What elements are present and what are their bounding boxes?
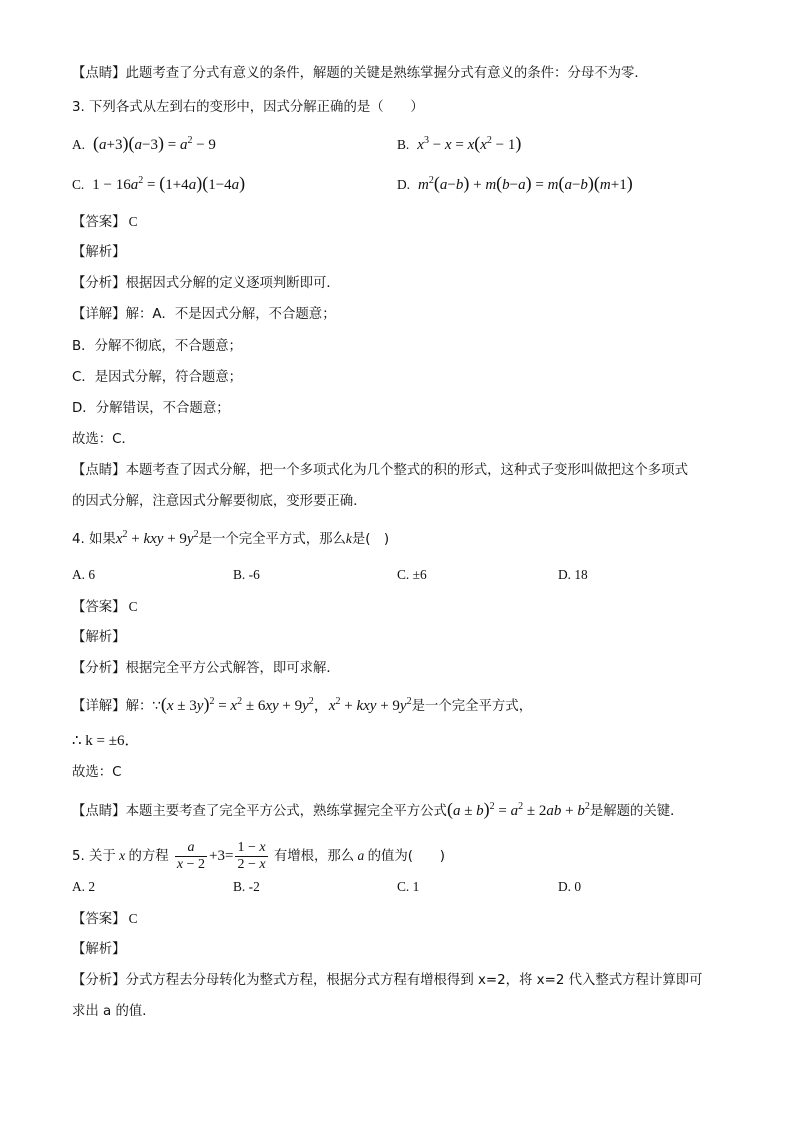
q5-stem-x: x: [115, 848, 129, 863]
q5-answer-value: C: [128, 911, 138, 926]
dianjing-tag: 【点睛】: [72, 463, 126, 478]
q4-option-b: B. -6: [233, 567, 260, 582]
q4-answer: [72, 597, 138, 618]
q5-option-a: A. 2: [72, 879, 96, 894]
q5-fraction-right: $\frac{1 - x}{2 - x}$: [237, 839, 266, 872]
q4-stem: [72, 529, 389, 550]
q5-stem-end: 的值为( ): [367, 849, 445, 864]
q4-stem-post: 是一个完全平方式，那么: [198, 532, 346, 547]
q4-stem-end: 是( ): [351, 532, 390, 547]
xiangjie-tag: 【详解】: [72, 307, 126, 322]
q5-option-d: D. 0: [558, 879, 582, 894]
q4-conclusion: ∴ k = ±6．: [72, 733, 140, 749]
q5-stem-pre: 5. 关于: [72, 849, 116, 864]
xiangjie-tag: 【详解】: [72, 699, 126, 714]
dianjing-paragraph-1: [72, 64, 648, 84]
q5-fenxi-2: 求出 a 的值．: [72, 1004, 156, 1019]
q3-line-b: B．分解不彻底，不合题意；: [72, 339, 242, 354]
q4-xiangjie: [72, 694, 532, 717]
q4-option-a: A. 6: [72, 567, 96, 582]
q4-xiangjie-post: 是一个完全平方式，: [411, 699, 533, 714]
q3-xiangjie-text: 解：A．不是因式分解，不合题意；: [125, 307, 336, 322]
q5-stem-a: a: [354, 848, 368, 863]
q3-dianjing-1: [72, 461, 688, 481]
q4-jiexi-tag: 【解析】: [72, 630, 126, 645]
q3-dianjing-2: 的因式分解，注意因式分解要彻底，变形要正确．: [72, 494, 367, 509]
q5-jiexi-tag: 【解析】: [72, 942, 126, 957]
q3-line-d: D．分解错误，不合题意；: [72, 401, 230, 416]
q4-dianjing-post: 是解题的关键．: [589, 804, 684, 819]
dianjing-tag: 【点睛】: [72, 66, 126, 81]
q4-stem-formula: $x^2$ + kxy + $9y^2$: [115, 529, 199, 547]
q3-line-c: C．是因式分解，符合题意；: [72, 370, 243, 385]
fenxi-tag: 【分析】: [72, 276, 126, 291]
q4-dianjing: [72, 799, 684, 822]
q3-option-b: B. $x^3 - x = x(x^2 - 1)$: [397, 133, 522, 153]
fenxi-tag: 【分析】: [72, 973, 126, 988]
q3-dianjing-text-1: 本题考查了因式分解，把一个多项式化为几个整式的积的形式，这种式子变形叫做把这个多项式: [125, 463, 688, 478]
q4-fenxi: [72, 659, 340, 679]
q4-fenxi-text: 根据完全平方公式解答，即可求解．: [125, 661, 340, 676]
q3-guxuan: 故选：C．: [72, 432, 135, 447]
q4-answer-value: C: [128, 599, 138, 614]
q3-fenxi-text: 根据因式分解的定义逐项判断即可．: [125, 276, 340, 291]
answer-tag: 【答案】: [72, 912, 126, 927]
q3-answer-value: C: [128, 214, 138, 229]
q3-xiangjie: [72, 305, 336, 325]
dianjing-text: 此题考查了分式有意义的条件，解题的关键是熟练掌握分式有意义的条件：分母不为零．: [125, 66, 648, 81]
answer-tag: 【答案】: [72, 215, 126, 230]
q5-option-c: C. 1: [397, 879, 420, 894]
q3-option-a: A. $(a+3)(a-3) = a^2 - 9$: [72, 133, 216, 153]
dianjing-tag: 【点睛】: [72, 804, 126, 819]
q3-answer: [72, 212, 138, 233]
q4-stem-k: k: [345, 531, 352, 546]
q4-option-c: C. ±6: [397, 567, 427, 582]
fenxi-tag: 【分析】: [72, 661, 126, 676]
q5-fenxi-1: [72, 971, 703, 991]
q4-guxuan: 故选：C: [72, 765, 122, 780]
q5-fraction-left: $\frac{a}{x - 2}$: [176, 839, 206, 872]
q4-dianjing-pre: 本题主要考查了完全平方公式，熟练掌握完全平方公式: [125, 804, 447, 819]
q4-dianjing-formula: $(a \pm b)^2 = a^2 \pm 2ab + b^2$: [446, 799, 590, 819]
q4-stem-pre: 4. 如果: [72, 532, 116, 547]
q3-option-c: C. $1 - 16a^2 = (1+4a)(1-4a)$: [72, 173, 246, 193]
q5-option-b: B. -2: [233, 879, 260, 894]
q3-fenxi: [72, 274, 340, 294]
q5-stem-mid: 的方程: [128, 849, 169, 864]
q4-option-d: D. 18: [558, 567, 588, 582]
q3-stem: 3. 下列各式从左到右的变形中，因式分解正确的是（ ）: [72, 100, 424, 115]
q3-option-d: D. $m^2(a-b) + m(b-a) = m(a-b)(m+1)$: [397, 173, 633, 193]
answer-tag: 【答案】: [72, 600, 126, 615]
q4-xiangjie-formula: $(x \pm 3y)^2 = x^2 \pm 6xy + 9y^2$，$x^2$ + kxy + $9y^2$: [160, 694, 412, 714]
q5-stem: 5. 关于 x 的方程 $\frac{a}{x - 2}$ +3= $\frac{1 - x}{2 - x}$ 有增根，那么 a 的值为( ): [72, 839, 445, 872]
q5-answer: [72, 909, 138, 930]
q5-stem-post: 有增根，那么: [273, 849, 355, 864]
q5-fenxi-text-1: 分式方程去分母转化为整式方程，根据分式方程有增根得到 x=2，将 x=2 代入整式方程计算即可: [125, 973, 703, 988]
q3-jiexi-tag: 【解析】: [72, 245, 126, 260]
q4-xiangjie-pre: 解：∵: [125, 699, 161, 714]
